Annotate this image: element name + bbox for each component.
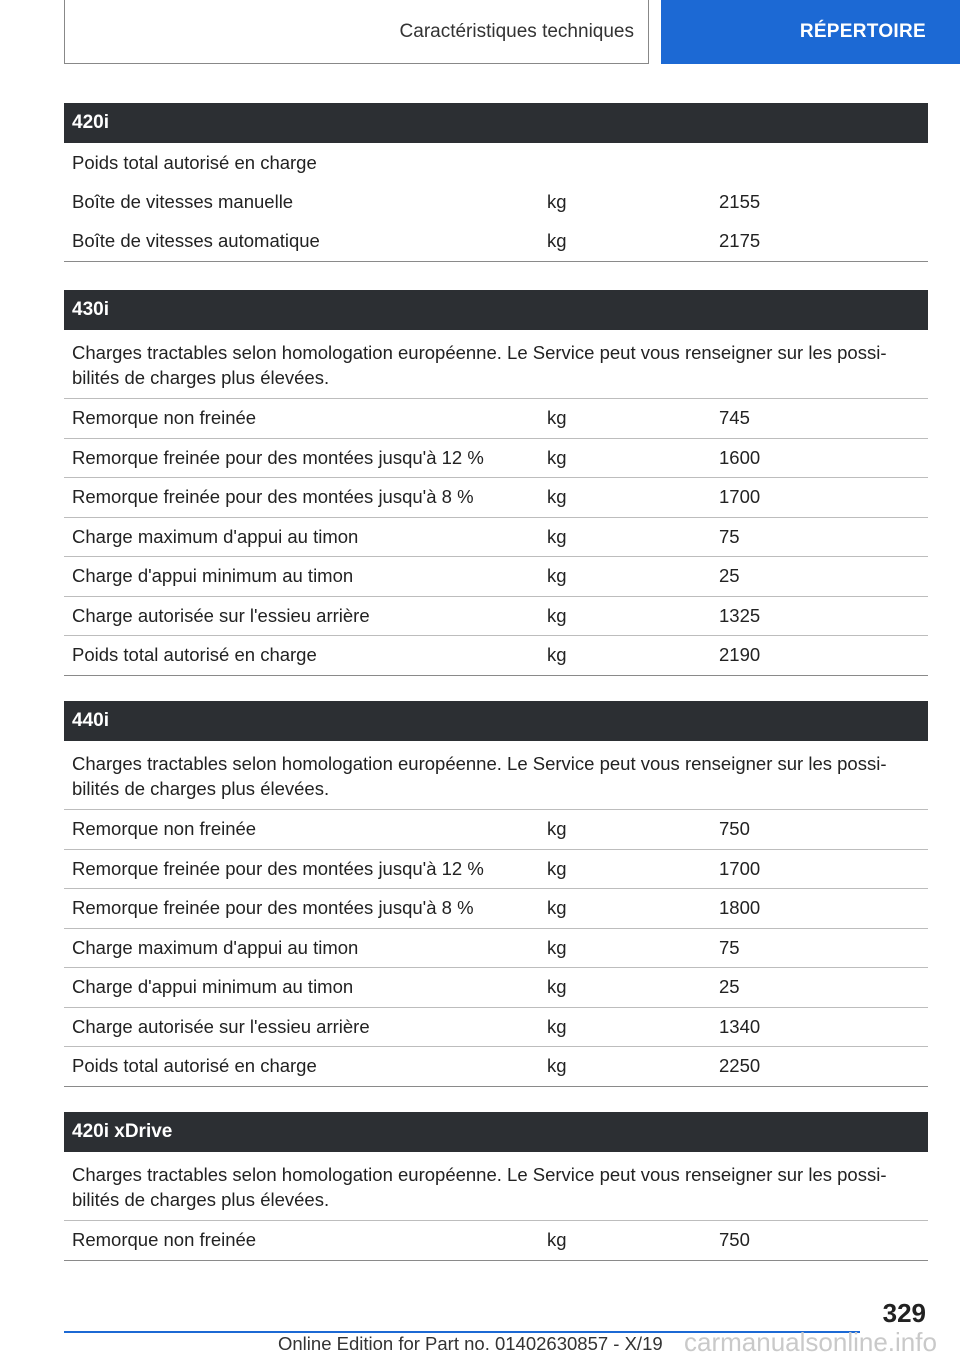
page-number: 329 <box>882 1298 926 1328</box>
row-value: 2190 <box>719 644 761 666</box>
row-value: 750 <box>719 1229 750 1251</box>
row-unit: kg <box>547 644 567 666</box>
table-row <box>64 1008 928 1048</box>
table-row <box>64 399 928 439</box>
row-value: 2175 <box>719 230 761 252</box>
row-unit: kg <box>547 857 567 879</box>
row-value: 1800 <box>719 897 761 919</box>
row-unit: kg <box>547 407 567 429</box>
table-row <box>64 557 928 597</box>
row-unit: kg <box>547 191 567 213</box>
row-value: 25 <box>719 976 740 998</box>
section-title: 420i xDrive <box>64 1112 928 1152</box>
section-title: 420i <box>64 103 928 143</box>
row-label: Remorque freinée pour des montées jusqu'à 8 % <box>72 486 474 508</box>
section-title: 440i <box>64 701 928 741</box>
table-row <box>64 850 928 890</box>
section-420i-xdrive <box>64 1112 928 1261</box>
row-label: Charge autorisée sur l'essieu arrière <box>72 604 370 626</box>
row-unit: kg <box>547 1229 567 1251</box>
table-row <box>64 439 928 479</box>
row-label: Poids total autorisé en charge <box>72 1055 317 1077</box>
row-value: 2250 <box>719 1055 761 1077</box>
row-unit: kg <box>547 604 567 626</box>
row-unit: kg <box>547 936 567 958</box>
table-row <box>64 968 928 1008</box>
section-note: Charges tractables selon homologation européenne. Le Service peut vous renseigner sur les possi-bilités de charges plus élevées. <box>64 1152 928 1221</box>
row-unit: kg <box>547 976 567 998</box>
section-note: Charges tractables selon homologation européenne. Le Service peut vous renseigner sur les possi-bilités de charges plus élevées. <box>64 330 928 399</box>
table-row <box>64 518 928 558</box>
row-label: Remorque freinée pour des montées jusqu'à 12 % <box>72 857 484 879</box>
row-unit: kg <box>547 897 567 919</box>
row-unit: kg <box>547 818 567 840</box>
table-row <box>64 889 928 929</box>
row-label: Charge d'appui minimum au timon <box>72 565 354 587</box>
section-430i <box>64 290 928 676</box>
table-row <box>64 636 928 676</box>
table-row <box>64 1047 928 1087</box>
row-label: Remorque non freinée <box>72 407 257 429</box>
row-label: Charge maximum d'appui au timon <box>72 936 359 958</box>
row-value: 1340 <box>719 1015 761 1037</box>
row-value: 2155 <box>719 191 761 213</box>
row-label: Charge autorisée sur l'essieu arrière <box>72 1015 370 1037</box>
row-value: 75 <box>719 936 740 958</box>
row-unit: kg <box>547 230 567 252</box>
row-value: 25 <box>719 565 740 587</box>
chapter-tab[interactable] <box>64 0 649 64</box>
row-value: 75 <box>719 525 740 547</box>
row-value: 1700 <box>719 486 761 508</box>
table-row <box>64 929 928 969</box>
table-row <box>64 810 928 850</box>
row-value: 1700 <box>719 857 761 879</box>
row-label: Remorque non freinée <box>72 818 257 840</box>
row-unit: kg <box>547 446 567 468</box>
table-row <box>64 143 928 183</box>
row-label: Boîte de vitesses automatique <box>72 230 320 252</box>
table-row <box>64 183 928 223</box>
section-420i <box>64 103 928 262</box>
row-unit: kg <box>547 565 567 587</box>
table-row <box>64 597 928 637</box>
section-title: 430i <box>64 290 928 330</box>
table-row <box>64 1221 928 1261</box>
row-label: Poids total autorisé en charge <box>72 644 317 666</box>
row-label: Charge maximum d'appui au timon <box>72 525 359 547</box>
row-label: Remorque freinée pour des montées jusqu'à 8 % <box>72 897 474 919</box>
row-unit: kg <box>547 1055 567 1077</box>
section-note: Charges tractables selon homologation européenne. Le Service peut vous renseigner sur les possi-bilités de charges plus élevées. <box>64 741 928 810</box>
index-label: RÉPERTOIRE <box>799 21 926 42</box>
edition-line: Online Edition for Part no. 01402630857 - X/19 <box>278 1333 663 1354</box>
table-row <box>64 478 928 518</box>
row-label: Remorque non freinée <box>72 1229 257 1251</box>
row-unit: kg <box>547 1015 567 1037</box>
row-label: Remorque freinée pour des montées jusqu'à 12 % <box>72 446 484 468</box>
watermark: carmanualsonline.info <box>684 1327 937 1357</box>
row-value: 750 <box>719 818 750 840</box>
row-unit: kg <box>547 525 567 547</box>
row-label: Boîte de vitesses manuelle <box>72 191 294 213</box>
row-value: 1325 <box>719 604 761 626</box>
row-value: 1600 <box>719 446 761 468</box>
table-row <box>64 222 928 262</box>
section-440i <box>64 701 928 1087</box>
index-button[interactable] <box>661 0 960 64</box>
row-value: 745 <box>719 407 750 429</box>
row-unit: kg <box>547 486 567 508</box>
chapter-title: Caractéristiques techniques <box>399 20 634 42</box>
row-label: Charge d'appui minimum au timon <box>72 976 354 998</box>
row-label: Poids total autorisé en charge <box>72 151 317 173</box>
